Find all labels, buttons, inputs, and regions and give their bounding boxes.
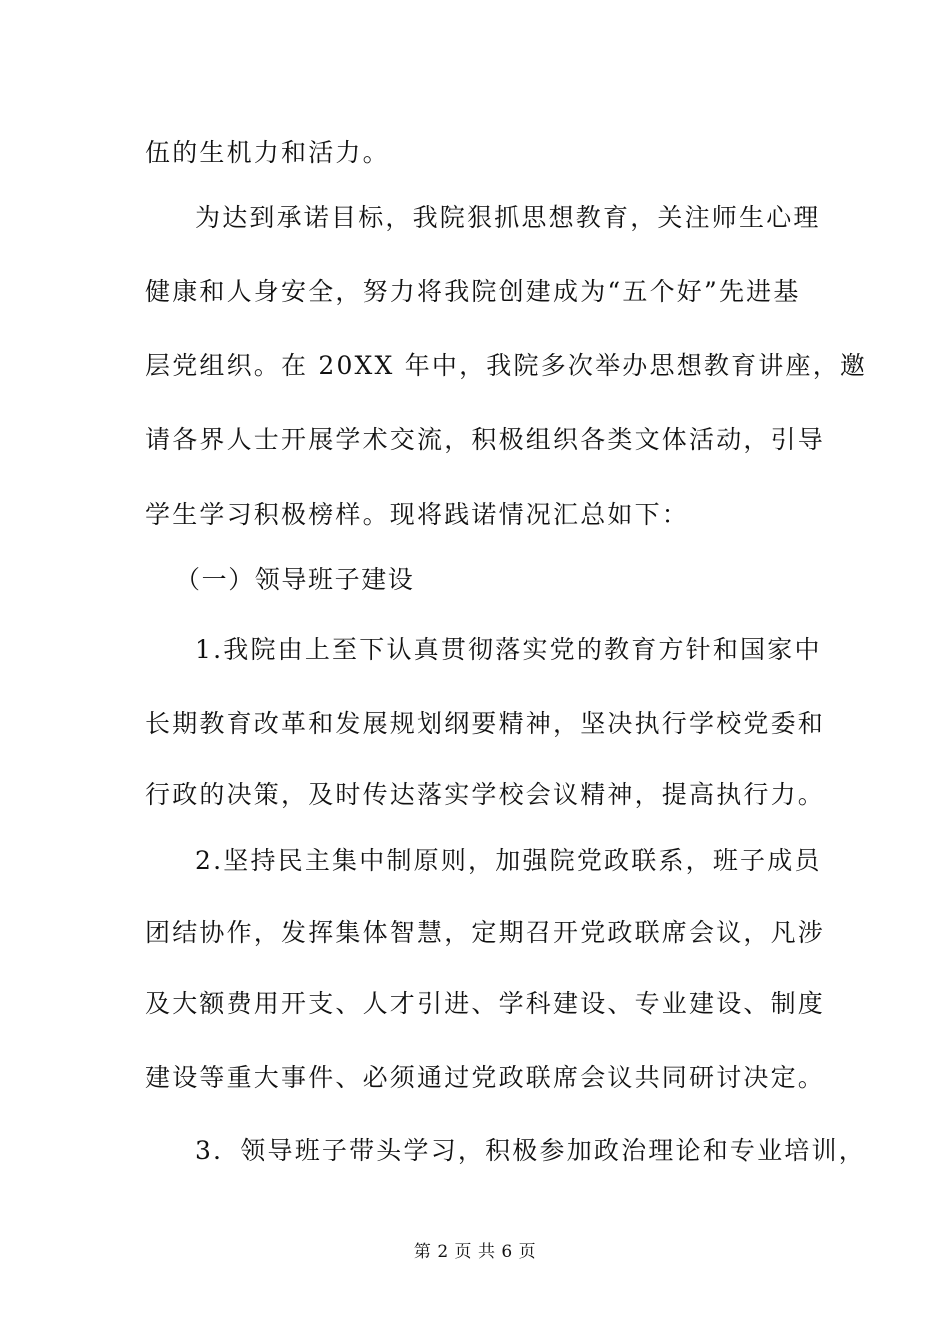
body-text-line: 学生学习积极榜样。现将践诺情况汇总如下： (145, 500, 690, 529)
page-number-footer: 第 2 页 共 6 页 (413, 1242, 537, 1262)
body-text-line: 伍的生机力和活力。 (145, 138, 390, 167)
body-text-line: 建设等重大事件、必须通过党政联席会议共同研讨决定。 (145, 1063, 826, 1092)
body-text-line: 行政的决策，及时传达落实学校会议精神，提高执行力。 (145, 780, 826, 809)
paragraph-first-line: 3．领导班子带头学习，积极参加政治理论和专业培训， (195, 1136, 866, 1165)
body-text-line: 团结协作，发挥集体智慧，定期召开党政联席会议，凡涉 (145, 918, 826, 947)
body-text-line: 健康和人身安全，努力将我院创建成为“五个好”先进基 (145, 277, 801, 306)
body-text-line: 及大额费用开支、人才引进、学科建设、专业建设、制度 (145, 989, 826, 1018)
paragraph-first-line: 1.我院由上至下认真贯彻落实党的教育方针和国家中 (195, 635, 822, 664)
body-text-line: 层党组织。在 20XX 年中，我院多次举办思想教育讲座，邀 (145, 351, 868, 380)
paragraph-first-line: 为达到承诺目标，我院狠抓思想教育，关注师生心理 (195, 203, 821, 232)
paragraph-first-line: 2.坚持民主集中制原则，加强院党政联系，班子成员 (195, 846, 822, 875)
body-text-line: 请各界人士开展学术交流，积极组织各类文体活动，引导 (145, 425, 826, 454)
section-heading: （一）领导班子建设 (175, 565, 415, 594)
body-text-line: 长期教育改革和发展规划纲要精神，坚决执行学校党委和 (145, 709, 826, 738)
